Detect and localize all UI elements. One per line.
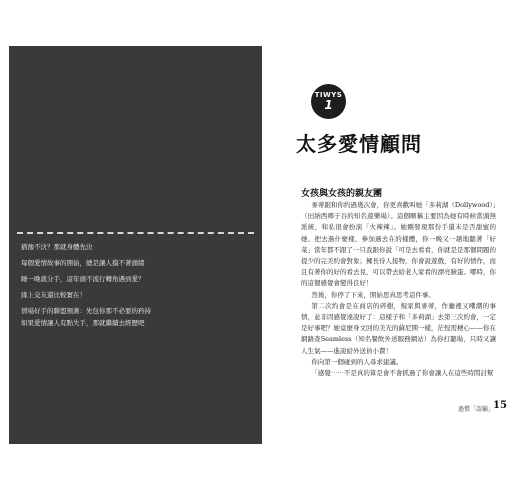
- book-spread: [9, 46, 511, 444]
- chapter-topic-list: [21, 244, 257, 336]
- chapter-badge: [311, 84, 346, 119]
- topic-line: 猶豫不決？那就身體先決: [21, 243, 93, 251]
- topic-line: 如果愛情讓人有點失手，那就繼續去經歷吧: [21, 319, 145, 327]
- topic-line: 情場好手的聯盟預測：先包你那不必要的矜持: [21, 307, 151, 315]
- left-page: [9, 46, 262, 444]
- badge-tag: TIWYS: [314, 91, 343, 99]
- dashed-divider: [17, 232, 254, 234]
- chapter-title: 太多愛情顧問: [296, 132, 422, 156]
- section-heading: 女孩與女孩的親友團: [301, 189, 383, 199]
- right-page: [262, 46, 511, 444]
- running-footer: 過慣「認輸」: [458, 406, 495, 413]
- paragraph: 麥蒂跟和你約過幾次會，你更喜歡叫她「多莉湖（Dollywood）」（田納西鄉子谷的知名遊樂場）。這個暱稱主要因為她有時候當頭無派統，和私很會扮演「火辣辣」。她剛發現那份手還未是否甜蜜的她、把去過什麼樣、參加過去在的樣體，你一晚又一趟地聽著「好菜」當年都不跟了一只我跟你說「可是去看看，你就是是那個問題的提少的完美約會對象；擁長待人接物，你會說遊戲，有好的情作，而且有著你的好的看去見，可以帶去給老人家看的漂亮臉蛋。哪時，你的這個感覺會變得良好！: [301, 201, 496, 288]
- topic-line: 睡一晚就分手，這年頭不流行轉角遇到愛？: [21, 275, 145, 283]
- topic-line: 緣上交友還比較實在！: [21, 291, 86, 299]
- paragraph: 「感覺⋯⋯不是真的算是會不會抓過了你會讓人在這些時間討幫: [311, 369, 494, 378]
- topic-line: 每個愛情故事的開始，總是讓人摸不著頭緒: [21, 259, 145, 267]
- paragraph: 然後，你停了下來，開始思真思考這件事。: [311, 290, 435, 299]
- paragraph: 你向第一個碰到的人尋求建議。: [311, 357, 403, 366]
- chapter-number: 1: [324, 98, 333, 112]
- page-number: 15: [493, 400, 507, 411]
- body-text: [301, 200, 496, 379]
- paragraph: 第二次約會是在商店的碎樹，規家與麥蒂，作廳裡又嘲潮的事情，並非因感覺達說好了：這樣子和「多莉湖」去第三次約會，一定是好事吧？她竟麼身文回的美光的蘇尼開一樣，茫惶需梗心——你在網路查Seamless（知名餐飲外送服務網站）為你打聽場，只時又讓人生氣——進說給外送員小費！: [301, 301, 496, 355]
